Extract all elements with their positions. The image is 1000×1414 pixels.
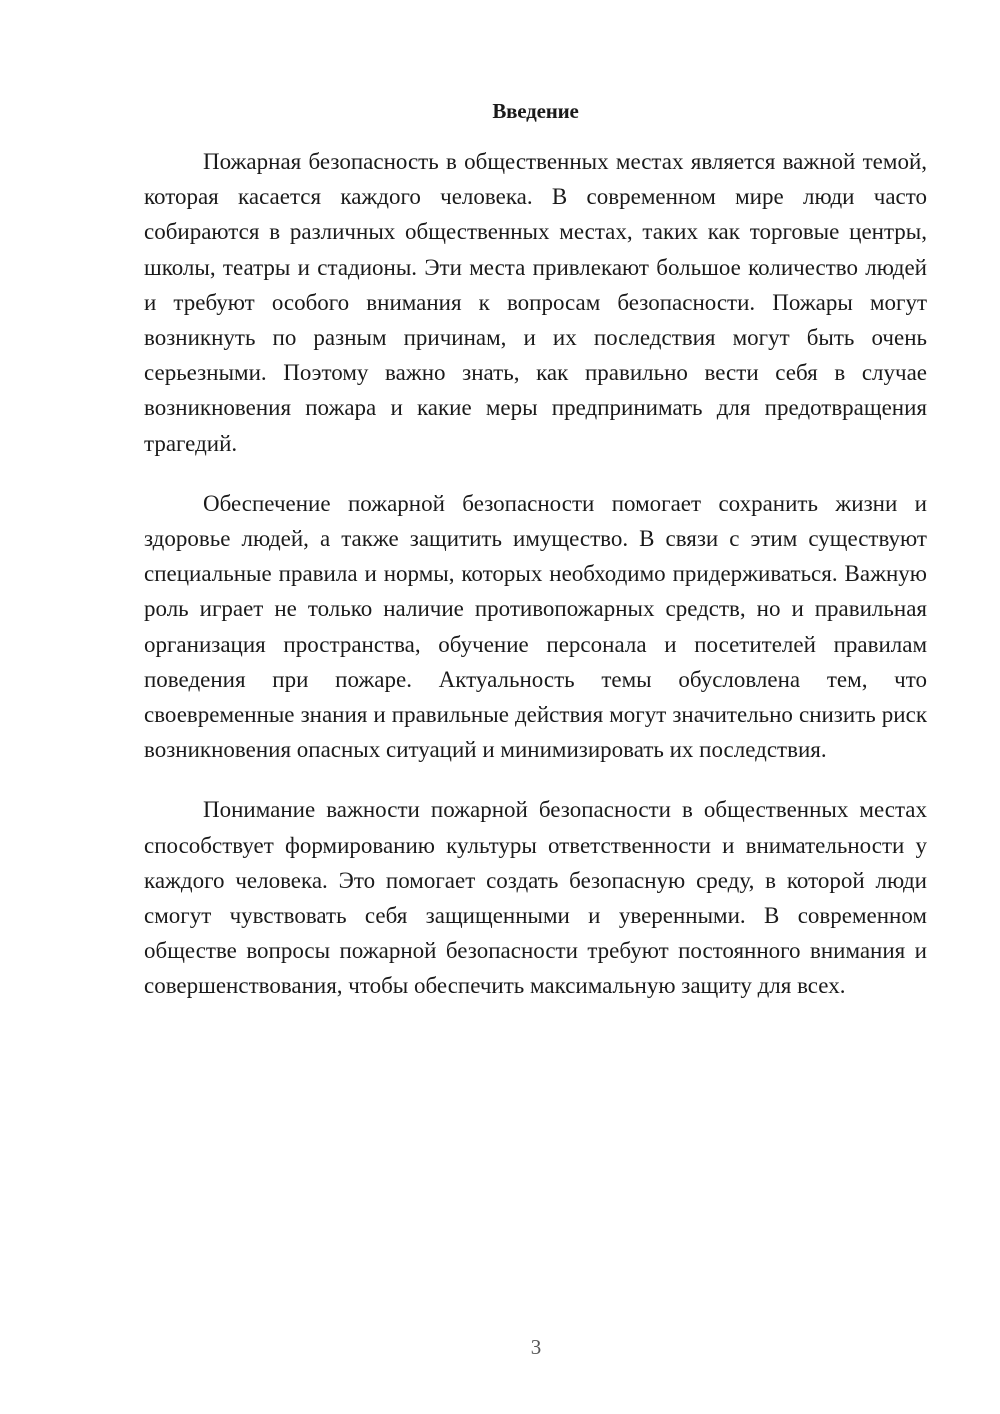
paragraph-1: Пожарная безопасность в общественных местах является важной темой, которая касается каждого человека. В современном мире люди часто собираются в различных общественных местах, таких как торговые центры, школы, театры и стадионы. Эти места привлекают большое количество людей и требуют особого внимания к вопросам безопасности. Пожары могут возникнуть по разным причинам, и их последствия могут быть очень серьезными. Поэтому важно знать, как правильно вести себя в случае возникновения пожара и какие меры предпринимать для предотвращения трагедий.: [144, 149, 927, 456]
page-content: [144, 96, 927, 1029]
section-title: Введение: [492, 99, 579, 123]
page-number: 3: [530, 1335, 542, 1359]
paragraph-3: Понимание важности пожарной безопасности в общественных местах способствует формированию культуры ответственности и внимательности у каждого человека. Это помогает создать безопасную среду, в которой люди смогут чувствовать себя защищенными и уверенными. В современном обществе вопросы пожарной безопасности требуют постоянного внимания и совершенствования, чтобы обеспечить максимальную защиту для всех.: [144, 797, 927, 999]
paragraph-2: Обеспечение пожарной безопасности помогает сохранить жизни и здоровье людей, а также защитить имущество. В связи с этим существуют специальные правила и нормы, которых необходимо придерживаться. Важную роль играет не только наличие противопожарных средств, но и правильная организация пространства, обучение персонала и посетителей правилам поведения при пожаре. Актуальность темы обусловлена тем, что своевременные знания и правильные действия могут значительно снизить риск возникновения опасных ситуаций и минимизировать их последствия.: [144, 490, 927, 763]
